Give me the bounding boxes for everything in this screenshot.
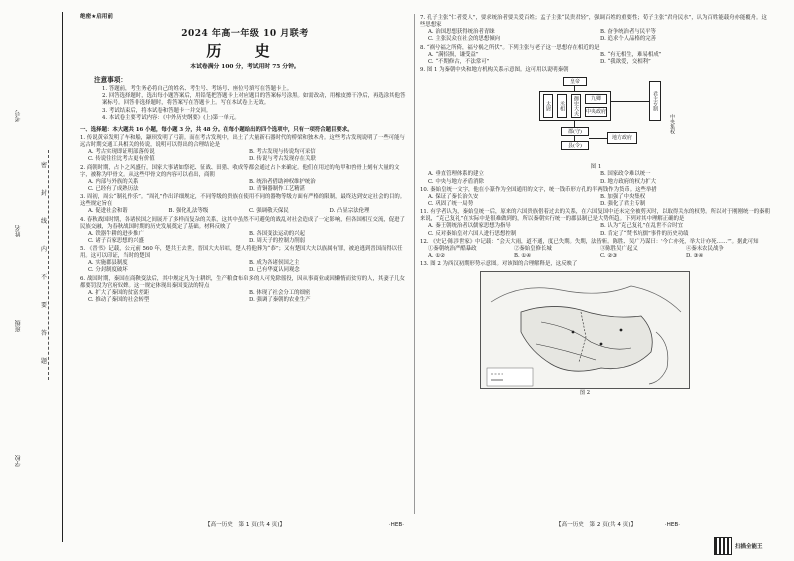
seal-char: 密 [41, 162, 48, 169]
option: D. 周天子的控制力削弱 [249, 237, 306, 244]
option: A. 扩大了秦国的贫富差距 [88, 289, 150, 296]
page-1 [80, 14, 410, 528]
page-2 [420, 14, 772, 528]
option: C. 推动了秦国的社会转型 [88, 297, 150, 304]
option: B. 认为“克己复礼”在乱世不合时宜 [600, 223, 683, 230]
question-13 [420, 261, 772, 268]
question-4 [80, 217, 410, 245]
option: A. ①② [428, 253, 445, 259]
question-stem: 2. 商朝时期，占卜之风盛行，国家大事诸如祭祀、征战、田猎、收成等都会通过占卜来确定。他们在用过的龟甲和兽骨上刻有大量的文字，被称为甲骨文。从这些甲骨文的内容可以看出，商朝 [80, 164, 400, 178]
option: D. 传说与考古发现存在关联 [249, 156, 316, 163]
option: C. “不期修古，不法常可” [428, 58, 490, 65]
field-kaohao-label: 考号 [15, 110, 22, 122]
question-10 [420, 187, 772, 208]
field-xuexiao-label: 学校 [15, 455, 22, 467]
question-stem: 1. 传说黄帝发明了车和船，颛顼发明了弓箭。而在考古发现中，出土了大量新石器时代的桥梁和独木舟。这些考古发现说明了一些可能与远古时期交通工具相关的传说，说明可以得出的合理结论是 [80, 135, 405, 149]
connector [589, 138, 607, 139]
option: ②秦始皇修长城 [514, 245, 552, 252]
question-stem: 5. 《晋书》记载，公元前 560 年，楚共王去世，晋国大夫吊唁，楚人将他葬为“恭”；又有楚国大夫以族属有罪，被迫逃到晋国而得以任用。这可以印证，当时的楚国 [80, 246, 403, 260]
option: A. 秦王朝统治者以儒家思想为指导 [428, 223, 511, 230]
option: ④秦末农民战争 [686, 245, 724, 252]
option: C. 主张民众在社会的思想倾向 [428, 36, 501, 43]
qr-code-icon [714, 537, 732, 555]
seal-char: 内 [41, 246, 48, 253]
option: B. 体现了社会分工的细密 [249, 289, 311, 296]
option: B. 统治者借助神权维护统治 [249, 178, 316, 185]
question-stem: 6. 战国时期，秦国在商鞅变法后，其中规定凡为士耕织，生产粮食布帛多的人可免除徭役，因从事商业或因懒惰而贫穷的人，其妻子儿女都要罚没为官府奴婢。这一规定体现出秦国变法的特点 [80, 275, 405, 289]
question-1 [80, 135, 410, 163]
field-xingming [14, 225, 23, 237]
question-12 [420, 239, 772, 260]
node-xian: 县(令) [561, 141, 589, 150]
question-8 [420, 45, 772, 66]
note-item: 4. 本试卷主要考试内容：《中外历史纲要》(上)第一单元。 [102, 114, 240, 121]
question-stem: 8. “祸兮福之所倚，福兮祸之所伏”。下列主张与老子这一思想存在相近的是 [420, 44, 600, 51]
option: D. 强化了君主专制 [600, 200, 646, 207]
option: A. “满招损，谦受益” [428, 51, 479, 58]
question-stem: 13. 图 2 为西汉初期形势示意图。对该图的合理解释是，这反映了 [420, 261, 578, 268]
node-chengxiang: 丞相 [557, 94, 567, 118]
option: C. 反对秦始皇对六国人进行思想控制 [428, 230, 517, 237]
question-5 [80, 246, 410, 274]
option: A. 治国思想获得统治者青睐 [428, 29, 495, 36]
question-stem: 12. 《史记·陈涉世家》中记载：“会天大雨，道不通，度已失期。失期，法皆斩。陈胜、吴广乃谋曰：'今亡亦死，举大计亦死……'”。据此可知 [420, 238, 759, 245]
option: A. 铁器牛耕的进步推广 [88, 230, 144, 237]
seal-char: 封 [41, 190, 48, 197]
binding-line [62, 12, 63, 542]
option: B. “有无相生，难易相成” [600, 51, 662, 58]
option: D. 青铜器制作工艺精湛 [249, 185, 306, 192]
figure-1-caption: 图 1 [590, 164, 602, 171]
option: B. 考古发现与传说均可采信 [249, 149, 316, 156]
exam-info: 本试卷满分 100 分，考试用时 75 分钟。 [190, 64, 300, 71]
notes-title: 注意事项： [94, 76, 127, 85]
footer-code: ·HEB· [664, 522, 680, 528]
seal-char: 线 [41, 218, 48, 225]
option: A. 内部与外族的关系 [88, 178, 139, 185]
question-stem: 10. 秦始皇统一文字，他在小篆作为全国通用的文字，统一钱币形方孔的半两钱作为货币。这些举措 [420, 186, 657, 193]
option: D. 肯定了“焚书坑儒”事件的历史功绩 [600, 230, 689, 237]
map-city-marker [572, 331, 575, 334]
question-9-options [420, 171, 772, 185]
seal-dashed-line [48, 150, 49, 380]
option: A. 考古实现即证明部落传说 [88, 149, 155, 156]
option: A. 垂直管理体系的建立 [428, 171, 484, 178]
node-central-gov: 中央政府 [586, 109, 607, 116]
map-city-marker [600, 343, 603, 346]
node-yushi: 御史大夫 [573, 96, 579, 117]
option: B. 成为各诸侯国之主 [249, 260, 300, 267]
option: B. 加强了中央集权 [600, 193, 646, 200]
option: A. 保证了秦长治久安 [428, 193, 479, 200]
seal-char: 题 [41, 358, 48, 365]
option: A. 实施郡县制度 [88, 260, 128, 267]
seal-char: 不 [41, 274, 48, 281]
note-item: 2. 回答选择题时，选出每小题答案后，用铅笔把答题卡上对应题目的答案标号涂黑。如需改动，用橡皮擦干净后，再选涂其他答案标号。回答非选择题时，将答案写在答题卡上。写在本试卷上无效。 [102, 93, 406, 107]
binding-strip [0, 0, 72, 561]
footer-page-label: 【高一历史 第 2 页(共 4 页)】 [555, 522, 637, 528]
option: D. 已有华夏认同观念 [249, 267, 300, 274]
figure-1-diagram [501, 77, 691, 163]
option: C. 强调敬天保民 [249, 208, 289, 215]
option: D. 凸显宗法伦理 [329, 208, 370, 215]
option: D. “我欲爱，交相利” [600, 58, 651, 65]
map-drawing [481, 272, 690, 389]
node-taiwei: 太尉 [543, 94, 553, 118]
field-kaohao [14, 110, 23, 122]
map-city-marker [620, 329, 623, 332]
option: D. 地方政府的权力扩大 [600, 178, 657, 185]
question-6 [80, 276, 410, 304]
option: B. ①④ [514, 253, 532, 259]
exam-title: 2024 年高一年级 10 月联考 [181, 29, 309, 40]
question-2 [80, 165, 410, 193]
figure-2-map [480, 271, 690, 389]
seal-char: 答 [41, 330, 48, 337]
label-centralization: 中央集权 [669, 114, 675, 135]
option: ①秦朝统治严酷暴政 [428, 245, 477, 252]
option: C. ②③ [600, 253, 618, 259]
option: D. 强调了秦朝的农业生产 [249, 297, 311, 304]
option: C. 诸子百家思想的兴盛 [88, 237, 144, 244]
section-head: 一、选择题：本大题共 16 小题，每小题 3 分，共 48 分。在每小题给出的四个选项中，只有一项符合题目要求。 [80, 126, 353, 133]
secret-label: 绝密★启用前 [80, 14, 113, 20]
node-jiuqing: 九卿 [585, 94, 607, 104]
option: ③陈胜吴广起义 [600, 245, 638, 252]
node-local-gov: 地方政府 [607, 132, 637, 144]
subject-title: 历 史 [206, 42, 284, 61]
footer-code: ·HEB· [388, 522, 404, 528]
node-emperor: 皇帝 [563, 77, 587, 86]
field-xingming-label: 姓名 [15, 225, 22, 237]
question-stem: 11. 有学者认为，秦始皇统一后，原来的六国贵族借着过去的关系，在六国复国中还未完全被剪灭时，以取得关东的权势。所以对于刚刚统一的秦朝来说，“克己复礼”在实际中是很难做到的，所以秦朝实行统一的郡县制已是大势所趋。下列对其中理解正确的是 [420, 209, 770, 223]
question-7 [420, 15, 772, 43]
question-3 [80, 194, 410, 215]
option: C. 传说往往比考古更有价值 [88, 156, 155, 163]
option: C. 分封制度破坏 [88, 267, 128, 274]
option: D. ③④ [686, 253, 704, 259]
option: D. 追求个人品格的完善 [600, 36, 657, 43]
seal-char: 要 [41, 302, 48, 309]
option: B. 奋争统治者与民平等 [600, 29, 656, 36]
question-stem: 3. 周初，周公“制礼作乐”。“周礼”作出详细规定，不同等级的贵族在使用不同的器物等级方面有严格的限制，最终达到安定社会的目的。这些规定旨在 [80, 194, 406, 208]
footer-page-label: 【高一历史 第 1 页(共 4 页)】 [204, 522, 286, 528]
option: C. 巩固了统一局势 [428, 200, 474, 207]
connector [611, 101, 649, 102]
option: B. 各国变法运动的兴起 [249, 230, 305, 237]
question-11 [420, 209, 772, 237]
field-xuexiao [14, 455, 23, 467]
page-divider [414, 14, 415, 514]
question-stem: 9. 图 1 为秦朝中央和地方机构关系示意图。这可用以说明秦朝 [420, 67, 569, 74]
field-banji-label: 班级 [15, 320, 22, 332]
note-item: 3. 考试结束后，将本试卷和答题卡一并交回。 [102, 107, 212, 114]
scanner-label: 扫描全能王 [735, 544, 763, 550]
question-stem: 7. 孔子主张“仁者爱人”，要求统治者要关爱百姓；孟子主张“民贵君轻”，强调百姓的重要性；荀子主张“君舟民水”，认为百姓能载舟亦能覆舟。这些思想家 [420, 15, 767, 29]
question-stem: 4. 春秋战国时期，各诸侯国之间展开了多样而复杂的关系，这其中虽然不可避免的战乱对社会造成了一定影响，但各国相互交流，促进了民族交融，为春秋战国时期的历史发展奠定了基础。材料反映了 [80, 216, 405, 230]
option: B. 强化礼法等级 [168, 208, 209, 215]
figure-2-caption: 图 2 [579, 390, 591, 397]
map-border-line [491, 286, 681, 312]
map-legend-box [487, 368, 533, 386]
field-banji [14, 320, 23, 332]
question-9 [420, 67, 772, 74]
note-item: 1. 答题前，考生务必将自己的姓名、考生号、考场号、座位号填写在答题卡上。 [102, 86, 293, 93]
node-autocracy: 君主专制 [649, 81, 661, 121]
option: B. 国家政令难以统一 [600, 171, 651, 178]
option: C. 中央与地方矛盾消除 [428, 178, 484, 185]
option: A. 促进社会和谐 [88, 208, 128, 215]
scanner-watermark [714, 537, 784, 555]
node-jun: 郡(守) [561, 127, 589, 136]
option: C. 已经有了成熟历法 [88, 185, 139, 192]
